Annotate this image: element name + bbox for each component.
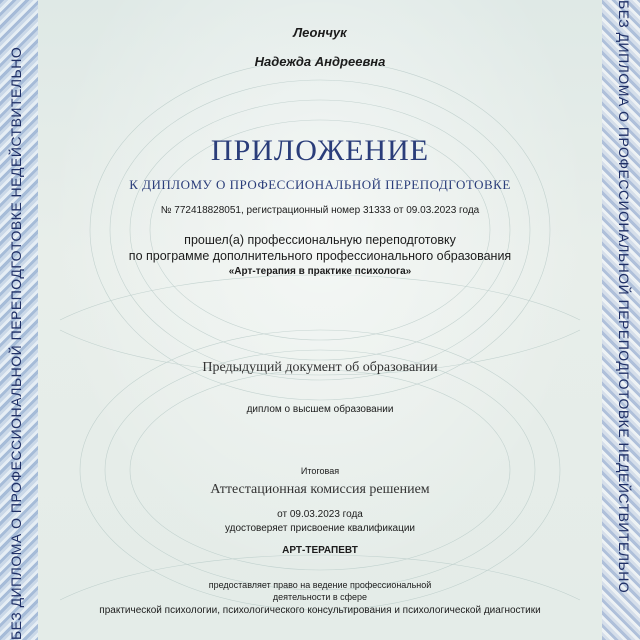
decision-date: от 09.03.2023 года — [277, 509, 363, 520]
program-line-2: по программе дополнительного профессионального образования — [128, 249, 512, 263]
document-subtitle: К ДИПЛОМУ О ПРОФЕССИОНАЛЬНОЙ ПЕРЕПОДГОТОВКЕ — [129, 177, 511, 192]
qualification-intro: удостоверяет присвоение квалификации — [224, 523, 416, 534]
rights-line-3: практической психологии, психологического консультирования и психологической диагностики — [99, 605, 541, 616]
registration-line: № 772418828051, регистрационный номер 31333 от 09.03.2023 года — [160, 205, 480, 216]
left-side-text: БЕЗ ДИПЛОМА О ПРОФЕССИОНАЛЬНОЙ ПЕРЕПОДГОТОВКЕ НЕДЕЙСТВИТЕЛЬНО — [8, 46, 24, 640]
rights-line-2: деятельности в сфере — [272, 592, 368, 602]
program-line-1: прошел(а) профессиональную переподготовку — [184, 233, 456, 247]
previous-document-label: Предыдущий документ об образовании — [202, 360, 438, 375]
program-name: «Арт-терапия в практике психолога» — [228, 266, 412, 277]
surname: Леончук — [293, 25, 347, 40]
previous-document-value: диплом о высшем образовании — [246, 404, 394, 415]
given-names: Надежда Андреевна — [254, 54, 386, 69]
rights-line-1: предоставляет право на ведение профессиональной — [208, 580, 432, 590]
commission-label: Аттестационная комиссия решением — [210, 482, 430, 497]
final-label: Итоговая — [300, 466, 340, 476]
document-title: ПРИЛОЖЕНИЕ — [210, 134, 430, 167]
guilloche-background — [40, 0, 600, 640]
right-side-text: БЕЗ ДИПЛОМА О ПРОФЕССИОНАЛЬНОЙ ПЕРЕПОДГОТОВКЕ НЕДЕЙСТВИТЕЛЬНО — [616, 0, 632, 594]
qualification: АРТ-ТЕРАПЕВТ — [282, 545, 358, 556]
